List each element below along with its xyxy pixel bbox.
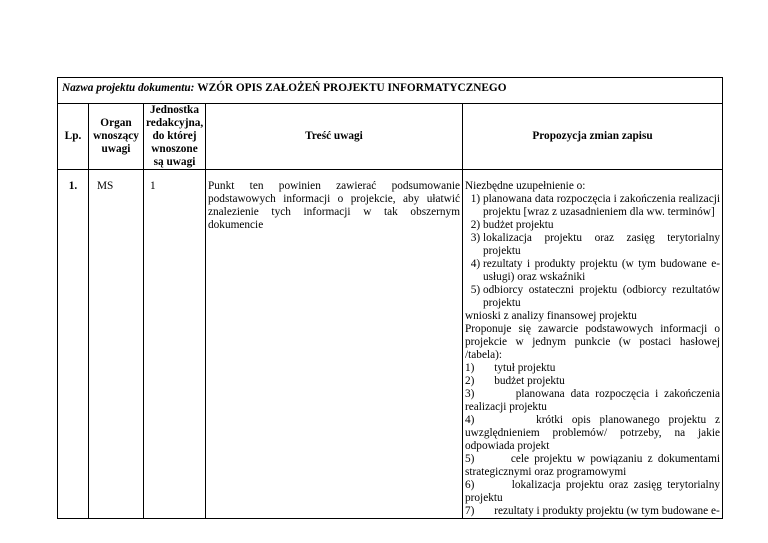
header-unit: Jednostka redakcyjna, do której wnoszone są uwagi: [144, 104, 206, 170]
row-content: Punkt ten powinien zawierać podsumowanie podstawowych informacji o projekcie, aby ułatwić znalezienie tych informacji w tak obszernym dokumencie: [206, 170, 463, 519]
list-item: 3. lokalizacja projektu oraz zasięg terytorialny projektu: [483, 232, 720, 258]
table-row: [58, 170, 723, 519]
list-item: 7) rezultaty i produkty projektu (w tym budowane e-: [465, 505, 720, 517]
proposal-extra: wnioski z analizy finansowej projektu: [465, 310, 637, 322]
proposal-list: [465, 193, 720, 310]
project-title-label: Nazwa projektu dokumentu:: [62, 82, 195, 94]
list-item: 4. rezultaty i produkty projektu (w tym budowane e-usługi) oraz wskaźniki: [483, 258, 720, 284]
proposal-intro: Niezbędne uzupełnienie o:: [465, 180, 586, 192]
row-unit: 1: [144, 170, 206, 519]
list-item: 1) tytuł projektu: [465, 362, 556, 374]
comments-table: [57, 77, 723, 519]
row-lp: 1.: [58, 170, 89, 519]
list-item: 2) budżet projektu: [465, 375, 565, 387]
list-item: 1. planowana data rozpoczęcia i zakończenia realizacji projektu [wraz z uzasadnieniem dla ww. terminów]: [483, 193, 720, 219]
list-item: 3) planowana data rozpoczęcia i zakończenia realizacji projektu: [465, 388, 720, 413]
proposal-paragraph: Proponuje się zawarcie podstawowych informacji o projekcie w jednym punkcie (w postaci hasłowej /tabela):: [465, 323, 720, 361]
project-title-cell: [58, 78, 723, 104]
list-item: 5) cele projektu w powiązaniu z dokumentami strategicznymi oraz programowymi: [465, 453, 720, 478]
header-organ: Organ wnoszący uwagi: [89, 104, 144, 170]
list-item: 6) lokalizacja projektu oraz zasięg terytorialny projektu: [465, 479, 720, 504]
header-lp: Lp.: [58, 104, 89, 170]
list-item: 2. budżet projektu: [483, 219, 720, 232]
project-title: WZÓR OPIS ZAŁOŻEŃ PROJEKTU INFORMATYCZNEGO: [197, 82, 507, 94]
list-item: 5. odbiorcy ostateczni projektu (odbiorcy rezultatów projektu: [483, 284, 720, 310]
row-proposal: [463, 170, 723, 519]
header-content: Treść uwagi: [206, 104, 463, 170]
row-organ: MS: [89, 170, 144, 519]
header-proposal: Propozycja zmian zapisu: [463, 104, 723, 170]
list-item: 4) krótki opis planowanego projektu z uwzględnieniem problemów/ potrzeby, na jakie odpowiada projekt: [465, 414, 720, 452]
